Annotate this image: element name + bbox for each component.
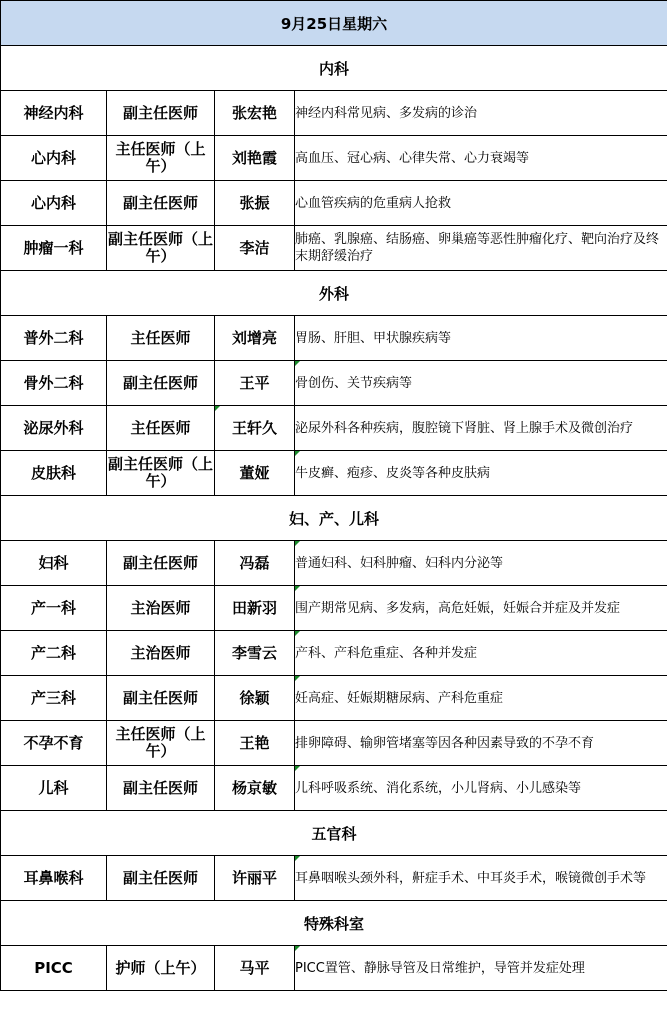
rank-cell-text: 副主任医师 [122, 193, 198, 212]
rank-cell-text: 副主任医师（上午） [107, 455, 213, 490]
department-cell-text: 肿瘤一科 [23, 238, 84, 257]
doctor-name-cell-text: 张宏艳 [231, 103, 277, 122]
doctor-name-cell-text: 刘艳霞 [231, 148, 277, 167]
specialty-cell-text: 高血压、冠心病、心律失常、心力衰竭等 [295, 150, 530, 166]
department-cell-text: 心内科 [30, 148, 76, 167]
cell-comment-marker [295, 586, 300, 591]
rank-cell-text: 副主任医师 [122, 373, 198, 392]
section-header[interactable]: 外科 [1, 271, 667, 316]
department-cell[interactable] [1, 676, 107, 721]
department-cell[interactable] [1, 136, 107, 181]
rank-cell-text: 主任医师（上午） [115, 140, 206, 175]
department-cell-text: 产二科 [30, 643, 76, 662]
department-cell-text: 产三科 [30, 688, 76, 707]
doctor-name-cell-text: 杨京敏 [231, 778, 277, 797]
doctor-name-cell[interactable] [215, 766, 295, 811]
specialty-cell-text: 胃肠、肝胆、甲状腺疾病等 [295, 330, 452, 346]
doctor-name-cell-text: 董娅 [239, 463, 270, 482]
schedule-body [1, 1, 667, 991]
section-header[interactable]: 特殊科室 [1, 901, 667, 946]
doctor-row [1, 451, 667, 496]
doctor-name-cell-text: 王平 [239, 373, 270, 392]
department-cell[interactable] [1, 451, 107, 496]
doctor-name-cell[interactable] [215, 406, 295, 451]
section-row [1, 271, 667, 316]
specialty-cell[interactable] [295, 91, 667, 136]
rank-cell-text: 主任医师 [130, 418, 191, 437]
department-cell[interactable] [1, 856, 107, 901]
doctor-row [1, 136, 667, 181]
department-cell-text: 儿科 [38, 778, 69, 797]
rank-cell[interactable] [107, 136, 215, 181]
rank-cell-text: 主治医师 [130, 598, 191, 617]
rank-cell-text: 护师（上午） [115, 958, 206, 977]
rank-cell-text: 主治医师 [130, 643, 191, 662]
doctor-name-cell-text: 王轩久 [231, 418, 277, 437]
specialty-cell-text: 排卵障碍、输卵管堵塞等因各种因素导致的不孕不育 [295, 735, 595, 751]
department-cell-text: 骨外二科 [23, 373, 84, 392]
specialty-cell[interactable] [295, 226, 667, 271]
department-cell[interactable] [1, 91, 107, 136]
department-cell-text: 心内科 [30, 193, 76, 212]
specialty-cell[interactable] [295, 406, 667, 451]
doctor-name-cell[interactable] [215, 361, 295, 406]
rank-cell[interactable] [107, 856, 215, 901]
doctor-row [1, 856, 667, 901]
rank-cell-text: 副主任医师（上午） [107, 230, 213, 265]
rank-cell-text: 主任医师（上午） [115, 725, 206, 760]
section-row [1, 811, 667, 856]
rank-cell[interactable] [107, 766, 215, 811]
doctor-name-cell[interactable] [215, 136, 295, 181]
doctor-name-cell[interactable] [215, 226, 295, 271]
specialty-cell-text: 泌尿外科各种疾病，腹腔镜下肾脏、肾上腺手术及微创治疗 [295, 420, 634, 436]
doctor-name-cell-text: 马平 [239, 958, 270, 977]
doctor-row [1, 631, 667, 676]
cell-comment-marker [295, 631, 300, 636]
department-cell[interactable] [1, 586, 107, 631]
department-cell-text: 皮肤科 [30, 463, 76, 482]
specialty-cell[interactable] [295, 181, 667, 226]
department-cell[interactable] [1, 541, 107, 586]
doctor-row [1, 226, 667, 271]
department-cell-text: 产一科 [30, 598, 76, 617]
doctor-name-cell[interactable] [215, 586, 295, 631]
specialty-cell-text: 骨创伤、关节疾病等 [295, 375, 413, 391]
department-cell-text: 耳鼻喉科 [23, 868, 84, 887]
doctor-name-cell[interactable] [215, 91, 295, 136]
doctor-name-cell[interactable] [215, 451, 295, 496]
department-cell[interactable] [1, 406, 107, 451]
department-cell-text: 泌尿外科 [23, 418, 84, 437]
doctor-name-cell-text: 王艳 [239, 733, 270, 752]
doctor-name-cell[interactable] [215, 541, 295, 586]
doctor-name-cell-text: 李洁 [239, 238, 270, 257]
department-cell[interactable] [1, 361, 107, 406]
doctor-row [1, 406, 667, 451]
rank-cell[interactable] [107, 676, 215, 721]
doctor-row [1, 91, 667, 136]
rank-cell[interactable] [107, 586, 215, 631]
cell-comment-marker [295, 676, 300, 681]
specialty-cell-text: 神经内科常见病、多发病的诊治 [295, 105, 478, 121]
doctor-row [1, 361, 667, 406]
specialty-cell[interactable] [295, 136, 667, 181]
rank-cell[interactable] [107, 226, 215, 271]
department-cell-text: 妇科 [38, 553, 69, 572]
specialty-cell[interactable] [295, 361, 667, 406]
doctor-name-cell-text: 许丽平 [231, 868, 277, 887]
rank-cell-text: 副主任医师 [122, 553, 198, 572]
cell-comment-marker [295, 946, 300, 951]
doctor-name-cell[interactable] [215, 946, 295, 991]
department-cell[interactable] [1, 766, 107, 811]
cell-comment-marker [295, 541, 300, 546]
doctor-name-cell-text: 刘增亮 [231, 328, 277, 347]
doctor-name-cell-text: 田新羽 [231, 598, 277, 617]
specialty-cell[interactable] [295, 856, 667, 901]
rank-cell[interactable] [107, 451, 215, 496]
section-row [1, 46, 667, 91]
doctor-name-cell[interactable] [215, 631, 295, 676]
section-header[interactable]: 妇、产、儿科 [1, 496, 667, 541]
specialty-cell-text: 儿科呼吸系统、消化系统，小儿肾病、小儿感染等 [295, 780, 582, 796]
department-cell-text: PICC [34, 958, 73, 977]
specialty-cell-text: 围产期常见病、多发病，高危妊娠，妊娠合并症及并发症 [295, 600, 621, 616]
specialty-cell-text: 牛皮癣、疱疹、皮炎等各种皮肤病 [295, 465, 491, 481]
cell-comment-marker [295, 361, 300, 366]
specialty-cell-text: 心血管疾病的危重病人抢救 [295, 195, 452, 211]
doctor-name-cell[interactable] [215, 181, 295, 226]
department-cell[interactable] [1, 181, 107, 226]
specialty-cell-text: 普通妇科、妇科肿瘤、妇科内分泌等 [295, 555, 504, 571]
section-header[interactable]: 五官科 [1, 811, 667, 856]
doctor-name-cell-text: 李雪云 [231, 643, 277, 662]
section-row [1, 496, 667, 541]
doctor-name-cell-text: 张振 [239, 193, 270, 212]
specialty-cell-text: 耳鼻咽喉头颈外科，鼾症手术、中耳炎手术，喉镜微创手术等 [295, 870, 647, 886]
specialty-cell[interactable] [295, 676, 667, 721]
department-cell[interactable] [1, 316, 107, 361]
doctor-name-cell[interactable] [215, 856, 295, 901]
specialty-cell[interactable] [295, 946, 667, 991]
section-row [1, 901, 667, 946]
specialty-cell[interactable] [295, 766, 667, 811]
specialty-cell-text: PICC置管、静脉导管及日常维护，导管并发症处理 [295, 960, 585, 976]
department-cell-text: 神经内科 [23, 103, 84, 122]
doctor-name-cell-text: 冯磊 [239, 553, 270, 572]
rank-cell[interactable] [107, 91, 215, 136]
doctor-row [1, 181, 667, 226]
specialty-cell[interactable] [295, 451, 667, 496]
department-cell[interactable] [1, 226, 107, 271]
doctor-row [1, 946, 667, 991]
doctor-name-cell[interactable] [215, 721, 295, 766]
department-cell-text: 不孕不育 [23, 733, 84, 752]
rank-cell[interactable] [107, 361, 215, 406]
specialty-cell-text: 肺癌、乳腺癌、结肠癌、卵巢癌等恶性肿瘤化疗、靶向治疗及终末期舒缓治疗 [295, 232, 660, 264]
doctor-row [1, 541, 667, 586]
specialty-cell[interactable] [295, 631, 667, 676]
rank-cell-text: 副主任医师 [122, 868, 198, 887]
cell-comment-marker [295, 451, 300, 456]
rank-cell[interactable] [107, 541, 215, 586]
rank-cell-text: 副主任医师 [122, 778, 198, 797]
specialty-cell-text: 妊高症、妊娠期糖尿病、产科危重症 [295, 690, 504, 706]
doctor-name-cell[interactable] [215, 316, 295, 361]
rank-cell[interactable] [107, 946, 215, 991]
doctor-row [1, 586, 667, 631]
rank-cell[interactable] [107, 316, 215, 361]
rank-cell-text: 副主任医师 [122, 688, 198, 707]
rank-cell[interactable] [107, 631, 215, 676]
rank-cell[interactable] [107, 181, 215, 226]
cell-comment-marker [295, 856, 300, 861]
department-cell[interactable] [1, 721, 107, 766]
department-cell[interactable] [1, 631, 107, 676]
doctor-row [1, 676, 667, 721]
doctor-row [1, 766, 667, 811]
specialty-cell-text: 产科、产科危重症、各种并发症 [295, 645, 478, 661]
doctor-name-cell[interactable] [215, 676, 295, 721]
specialty-cell[interactable] [295, 721, 667, 766]
specialty-cell[interactable] [295, 586, 667, 631]
doctor-row [1, 721, 667, 766]
doctor-row [1, 316, 667, 361]
specialty-cell[interactable] [295, 541, 667, 586]
department-cell[interactable] [1, 946, 107, 991]
rank-cell-text: 副主任医师 [122, 103, 198, 122]
section-header[interactable]: 内科 [1, 46, 667, 91]
department-cell-text: 普外二科 [23, 328, 84, 347]
title-row [1, 1, 667, 46]
rank-cell[interactable] [107, 721, 215, 766]
cell-comment-marker [215, 406, 220, 411]
rank-cell[interactable] [107, 406, 215, 451]
cell-comment-marker [295, 766, 300, 771]
schedule-title[interactable]: 9月25日星期六 [1, 1, 667, 46]
rank-cell-text: 主任医师 [130, 328, 191, 347]
specialty-cell[interactable] [295, 316, 667, 361]
doctor-name-cell-text: 徐颖 [239, 688, 270, 707]
